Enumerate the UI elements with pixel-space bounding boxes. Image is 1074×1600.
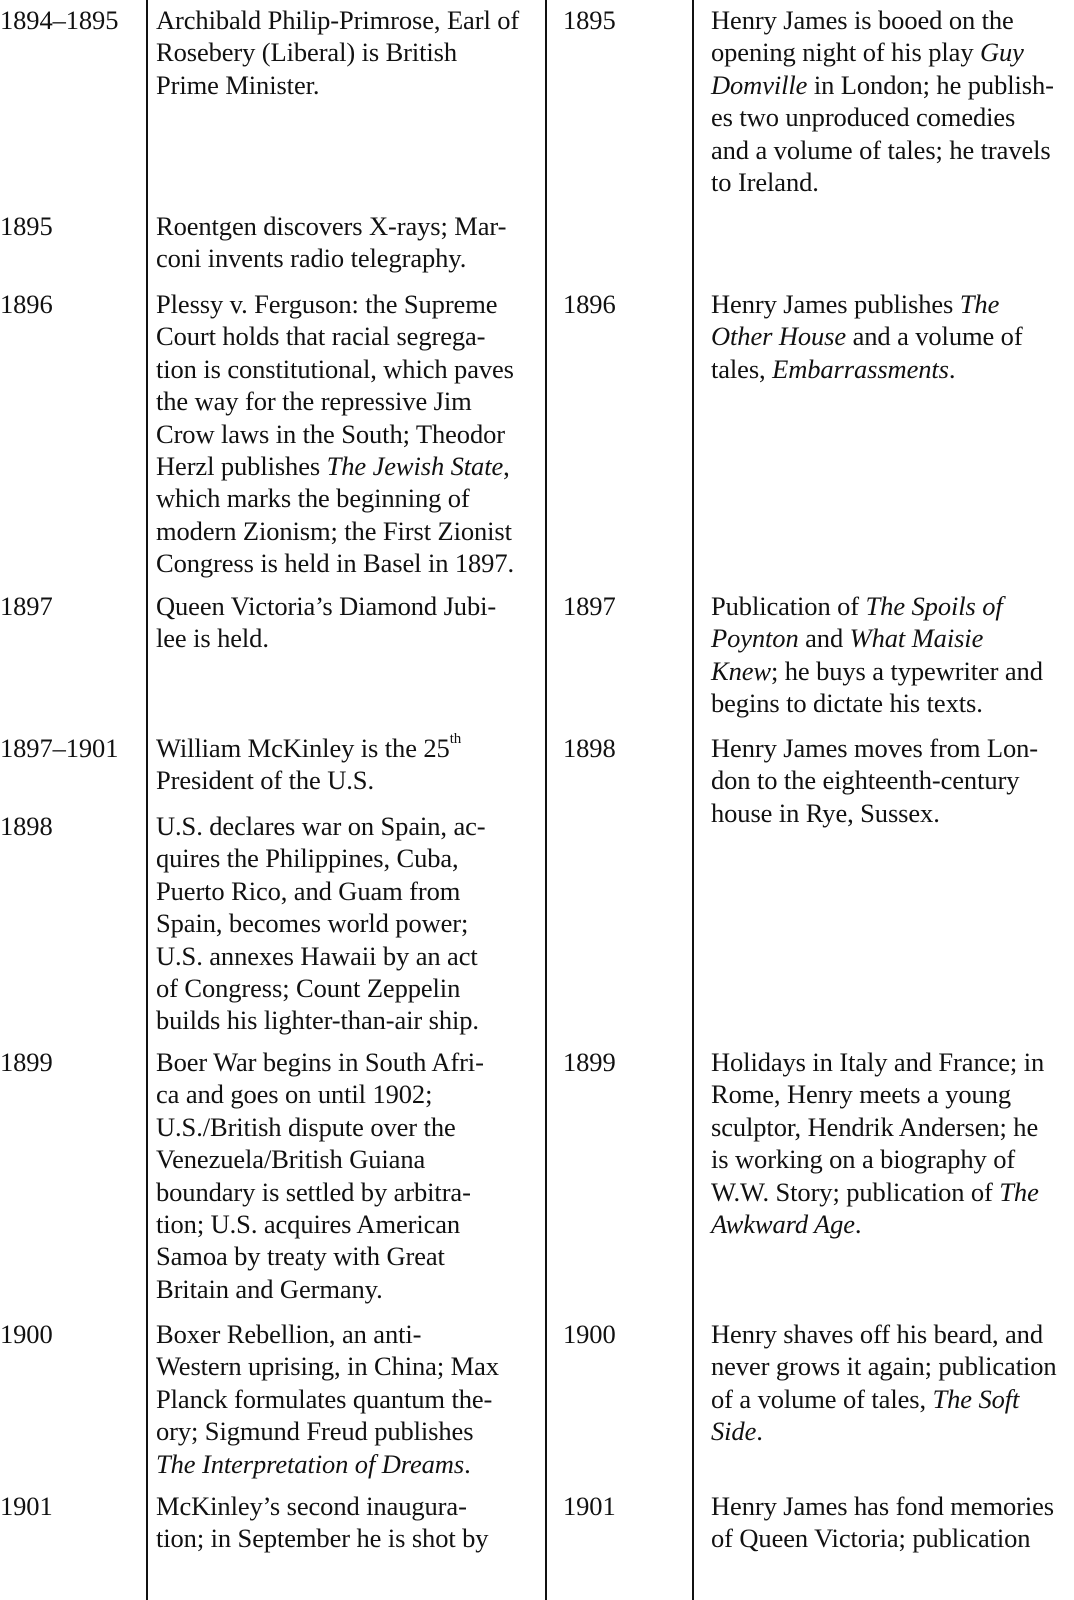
text-line: [156, 907, 486, 939]
text-segment: sculptor, Hendrik Andersen; he: [711, 1111, 1039, 1142]
event-year: 1899: [0, 1047, 53, 1077]
henry-james-event: [711, 288, 1023, 385]
historical-event: [156, 4, 519, 101]
text-line: [711, 732, 1038, 764]
text-line: [156, 210, 506, 242]
text-line: [156, 320, 514, 352]
text-line: [156, 482, 514, 514]
text-line: [711, 655, 1043, 687]
text-segment: boundary is settled by arbitra-: [156, 1176, 471, 1207]
text-line: [156, 590, 496, 622]
text-segment: quires the Philippines, Cuba,: [156, 843, 459, 874]
text-segment: Western uprising, in China; Max: [156, 1351, 499, 1382]
text-segment: the way for the repressive Jim: [156, 386, 472, 417]
text-line: [711, 353, 1023, 385]
ordinal-suffix: th: [449, 731, 462, 748]
text-line: [711, 687, 1043, 719]
text-segment: modern Zionism; the First Zionist: [156, 515, 512, 546]
text-segment: ory; Sigmund Freud publishes: [156, 1416, 474, 1447]
text-segment: tion; in September he is shot by: [156, 1523, 489, 1554]
text-segment: Queen Victoria’s Diamond Jubi-: [156, 591, 497, 621]
text-line: [156, 1415, 499, 1447]
text-segment: Rome, Henry meets a young: [711, 1079, 1011, 1110]
text-line: [156, 1350, 499, 1382]
text-line: [156, 515, 514, 547]
text-line: [711, 69, 1054, 101]
text-segment: Henry James publishes: [711, 289, 960, 319]
italic-title-text: What Maisie: [849, 623, 984, 654]
italic-title-text: Domville: [711, 69, 808, 100]
henry-james-year: 1900: [563, 1319, 616, 1349]
text-line: [711, 166, 1054, 198]
text-segment: Venezuela/British Guiana: [156, 1144, 426, 1175]
text-segment: tion; U.S. acquires American: [156, 1209, 461, 1240]
text-segment: .: [756, 1416, 763, 1447]
text-segment: Henry James has fond memories: [711, 1491, 1054, 1521]
text-line: [156, 842, 486, 874]
text-line: [156, 385, 514, 417]
text-segment: Plessy v. Ferguson: the Supreme: [156, 289, 498, 319]
text-segment: .: [854, 1209, 862, 1240]
italic-title-text: The: [999, 1176, 1039, 1207]
historical-event: [156, 810, 486, 1037]
event-year: 1895: [0, 211, 53, 241]
event-year: 1897–1901: [0, 733, 119, 763]
text-line: [156, 732, 461, 764]
italic-title-text: Embarrassments: [772, 353, 949, 384]
text-line: [156, 1383, 499, 1415]
text-line: [711, 1318, 1057, 1350]
text-segment: .: [948, 353, 956, 384]
event-year: 1894–1895: [0, 5, 119, 35]
text-segment: W.W. Story; publication of: [711, 1176, 1000, 1207]
italic-title-text: Side: [711, 1416, 757, 1447]
henry-james-event: [711, 1490, 1054, 1555]
henry-james-year: 1899: [563, 1047, 616, 1077]
text-line: [711, 590, 1043, 622]
text-segment: to Ireland.: [711, 167, 819, 198]
text-line: [711, 134, 1054, 166]
text-segment: Henry James is booed on the: [711, 5, 1014, 35]
text-line: [711, 1046, 1044, 1078]
text-segment: Boer War begins in South Afri-: [156, 1047, 484, 1077]
event-year: 1897: [0, 591, 53, 621]
text-line: [711, 1415, 1057, 1447]
text-segment: and a volume of tales; he travels: [711, 134, 1051, 165]
text-line: [156, 1143, 484, 1175]
event-year: 1898: [0, 811, 53, 841]
italic-title-text: Guy: [980, 37, 1024, 68]
text-segment: Prime Minister.: [156, 69, 320, 100]
text-segment: tion is constitutional, which paves: [156, 353, 514, 384]
historical-event: [156, 210, 506, 275]
text-line: [156, 810, 486, 842]
historical-event: [156, 1318, 499, 1480]
text-segment: begins to dictate his texts.: [711, 688, 983, 719]
text-segment: tales,: [711, 353, 773, 384]
historical-event: [156, 1046, 484, 1305]
text-line: [156, 1111, 484, 1143]
text-line: [711, 101, 1054, 133]
text-line: [156, 622, 496, 654]
text-segment: lee is held.: [156, 623, 269, 654]
text-segment: Britain and Germany.: [156, 1273, 383, 1304]
text-segment: Archibald Philip-Primrose, Earl of: [156, 5, 520, 35]
italic-title-text: Knew: [711, 655, 771, 686]
italic-title-text: The: [959, 289, 1000, 319]
text-segment: Planck formulates quantum the-: [156, 1383, 493, 1414]
text-line: [156, 4, 519, 36]
text-segment: U.S. declares war on Spain, ac-: [156, 811, 486, 841]
text-line: [156, 1004, 486, 1036]
text-segment: Boxer Rebellion, an anti-: [156, 1319, 422, 1349]
henry-james-event: [711, 4, 1054, 198]
henry-james-year: 1895: [563, 5, 616, 35]
italic-title-text: The Soft: [932, 1383, 1020, 1414]
henry-james-event: [711, 1046, 1044, 1240]
text-line: [711, 1176, 1044, 1208]
text-segment: U.S. annexes Hawaii by an act: [156, 940, 478, 971]
text-segment: never grows it again; publication: [711, 1351, 1057, 1382]
text-line: [156, 1208, 484, 1240]
text-segment: Herzl publishes: [156, 451, 327, 482]
text-segment: coni invents radio telegraphy.: [156, 243, 467, 274]
text-line: [156, 1273, 484, 1305]
henry-james-event: [711, 590, 1043, 720]
text-line: [156, 1490, 488, 1522]
text-line: [711, 622, 1043, 654]
text-segment: ,: [503, 451, 510, 482]
henry-james-event: [711, 1318, 1057, 1448]
text-line: [711, 1111, 1044, 1143]
historical-event: [156, 590, 496, 655]
text-line: [156, 1448, 499, 1480]
text-line: [156, 288, 514, 320]
text-segment: U.S./British dispute over the: [156, 1111, 456, 1142]
text-segment: and: [798, 623, 850, 654]
text-line: [156, 1318, 499, 1350]
italic-title-text: The Spoils of: [865, 591, 1003, 621]
text-segment: Puerto Rico, and Guam from: [156, 875, 461, 906]
italic-title-text: The Interpretation of Dreams: [156, 1448, 465, 1479]
text-segment: President of the U.S.: [156, 765, 374, 796]
text-line: [156, 36, 519, 68]
column-divider-3: [692, 0, 694, 1600]
text-line: [711, 1350, 1057, 1382]
historical-event: [156, 1490, 488, 1555]
text-line: [156, 972, 486, 1004]
text-line: [156, 242, 506, 274]
text-line: [156, 1046, 484, 1078]
text-segment: Court holds that racial segrega-: [156, 321, 486, 352]
text-segment: Rosebery (Liberal) is British: [156, 37, 458, 68]
text-segment: which marks the beginning of: [156, 483, 470, 514]
text-segment: is working on a biography of: [711, 1144, 1016, 1175]
henry-james-event: [711, 732, 1038, 829]
text-segment: Spain, becomes world power;: [156, 908, 469, 939]
text-line: [711, 1208, 1044, 1240]
italic-title-text: Awkward Age: [711, 1209, 855, 1240]
text-segment: Crow laws in the South; Theodor: [156, 418, 505, 449]
text-line: [711, 1383, 1057, 1415]
text-segment: Congress is held in Basel in 1897.: [156, 548, 515, 579]
italic-title-text: Other House: [711, 321, 847, 352]
text-segment: and a volume of: [846, 321, 1023, 352]
historical-event: [156, 732, 461, 797]
column-divider-2: [545, 0, 547, 1600]
text-line: [711, 1143, 1044, 1175]
text-line: [711, 1522, 1054, 1554]
historical-event: [156, 288, 514, 580]
text-line: [711, 288, 1023, 320]
text-line: [711, 797, 1038, 829]
text-line: [156, 1240, 484, 1272]
text-segment: es two unproduced comedies: [711, 102, 1016, 133]
text-segment: of Congress; Count Zeppelin: [156, 973, 461, 1004]
text-segment: house in Rye, Sussex.: [711, 797, 940, 828]
text-line: [156, 1078, 484, 1110]
text-line: [156, 69, 519, 101]
text-segment: Henry shaves off his beard, and: [711, 1319, 1043, 1349]
text-segment: Samoa by treaty with Great: [156, 1241, 445, 1272]
henry-james-year: 1897: [563, 591, 616, 621]
text-line: [711, 320, 1023, 352]
text-line: [156, 1176, 484, 1208]
text-line: [711, 1078, 1044, 1110]
text-segment: .: [464, 1448, 471, 1479]
text-segment: don to the eighteenth-century: [711, 765, 1020, 796]
text-line: [711, 4, 1054, 36]
text-line: [711, 764, 1038, 796]
text-segment: opening night of his play: [711, 37, 980, 68]
event-year: 1900: [0, 1319, 53, 1349]
henry-james-year: 1901: [563, 1491, 616, 1521]
event-year: 1901: [0, 1491, 53, 1521]
text-line: [156, 1522, 488, 1554]
text-line: [156, 418, 514, 450]
event-year: 1896: [0, 289, 53, 319]
text-segment: Holidays in Italy and France; in: [711, 1047, 1045, 1077]
text-line: [156, 353, 514, 385]
text-line: [156, 940, 486, 972]
text-line: [156, 547, 514, 579]
text-segment: William McKinley is the 25: [156, 733, 450, 763]
italic-title-text: The Jewish State: [326, 451, 504, 482]
text-segment: of Queen Victoria; publication: [711, 1523, 1031, 1554]
text-segment: builds his lighter-than-air ship.: [156, 1005, 479, 1036]
text-segment: Henry James moves from Lon-: [711, 733, 1038, 763]
text-segment: of a volume of tales,: [711, 1383, 933, 1414]
text-segment: ca and goes on until 1902;: [156, 1079, 433, 1110]
text-line: [156, 875, 486, 907]
column-divider-1: [146, 0, 148, 1600]
henry-james-year: 1896: [563, 289, 616, 319]
text-segment: Roentgen discovers X-rays; Mar-: [156, 211, 507, 241]
henry-james-year: 1898: [563, 733, 616, 763]
text-segment: in London; he publish-: [807, 69, 1054, 100]
text-segment: ; he buys a typewriter and: [770, 655, 1043, 686]
text-segment: Publication of: [711, 591, 866, 621]
italic-title-text: Poynton: [711, 623, 799, 654]
text-line: [156, 450, 514, 482]
text-line: [156, 764, 461, 796]
text-segment: McKinley’s second inaugura-: [156, 1491, 467, 1521]
text-line: [711, 1490, 1054, 1522]
text-line: [711, 36, 1054, 68]
